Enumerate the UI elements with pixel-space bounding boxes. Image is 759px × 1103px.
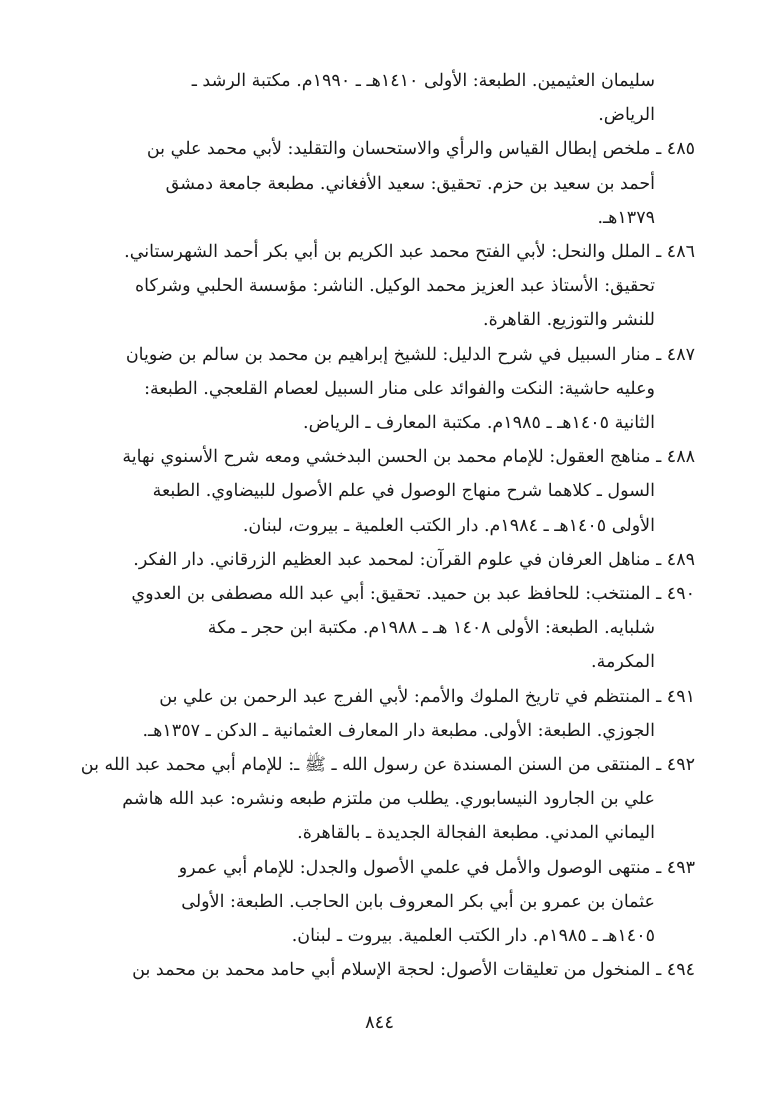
entry-491: [62, 680, 695, 748]
entry-493: [62, 851, 695, 954]
text-line: عثمان بن عمرو بن أبي بكر المعروف بابن الحاجب. الطبعة: الأولى: [181, 891, 655, 912]
text-line: السول ـ كلاهما شرح منهاج الوصول في علم الأصول للبيضاوي. الطبعة: [152, 481, 655, 502]
text-line: ٤٩٣ ـ منتهى الوصول والأمل في علمي الأصول والجدل: للإمام أبي عمرو: [178, 857, 695, 878]
text-line: الثانية ١٤٠٥هـ ـ ١٩٨٥م. مكتبة المعارف ـ الرياض.: [303, 413, 655, 434]
bibliography-text: [62, 64, 695, 987]
text-line: اليماني المدني. مطبعة الفجالة الجديدة ـ بالقاهرة.: [297, 823, 655, 844]
entry-494: [62, 953, 695, 987]
text-line: ٤٨٦ ـ الملل والنحل: لأبي الفتح محمد عبد الكريم بن أبي بكر أحمد الشهرستاني.: [124, 242, 695, 263]
text-line: ٤٨٨ ـ مناهج العقول: للإمام محمد بن الحسن البدخشي ومعه شرح الأسنوي نهاية: [122, 447, 695, 468]
text-line: وعليه حاشية: النكت والفوائد على منار السبيل لعصام القلعجي. الطبعة:: [144, 378, 655, 399]
entry-492: [62, 748, 695, 851]
text-line: الأولى ١٤٠٥هـ ـ ١٩٨٤م. دار الكتب العلمية ـ بيروت، لبنان.: [242, 515, 655, 536]
text-line: شلبايه. الطبعة: الأولى ١٤٠٨ هـ ـ ١٩٨٨م. مكتبة ابن حجر ـ مكة: [207, 618, 655, 639]
entry-486: [62, 235, 695, 338]
text-line: ٤٨٧ ـ منار السبيل في شرح الدليل: للشيخ إبراهيم بن محمد بن سالم بن ضويان: [125, 344, 695, 365]
text-line: ٤٩٢ ـ المنتقى من السنن المسندة عن رسول الله ـ ﷺ ـ: للإمام أبي محمد عبد الله بن: [80, 755, 695, 776]
text-line: علي بن الجارود النيسابوري. يطلب من ملتزم طبعه ونشره: عبد الله هاشم: [122, 789, 655, 810]
entry-487: [62, 338, 695, 441]
text-line: ٤٩٤ ـ المنخول من تعليقات الأصول: لحجة الإسلام أبي حامد محمد بن محمد بن: [132, 960, 695, 981]
text-line: تحقيق: الأستاذ عبد العزيز محمد الوكيل. الناشر: مؤسسة الحلبي وشركاه: [135, 276, 655, 297]
entry-continued: [62, 64, 695, 132]
text-line: ١٤٠٥هـ ـ ١٩٨٥م. دار الكتب العلمية. بيروت ـ لبنان.: [291, 926, 655, 947]
text-line: سليمان العثيمين. الطبعة: الأولى ١٤١٠هـ ـ ١٩٩٠م. مكتبة الرشد ـ: [191, 71, 655, 91]
entry-488: [62, 440, 695, 543]
text-line: الرياض.: [598, 105, 655, 126]
page-number: ٨٤٤: [364, 1012, 394, 1033]
entry-485: [62, 132, 695, 235]
text-line: للنشر والتوزيع. القاهرة.: [483, 310, 655, 331]
entry-490: [62, 577, 695, 680]
text-line: المكرمة.: [591, 652, 655, 673]
text-line: ٤٩١ ـ المنتظم في تاريخ الملوك والأمم: لأبي الفرج عبد الرحمن بن علي بن: [159, 686, 695, 707]
text-line: ١٣٧٩هـ.: [597, 207, 655, 228]
text-line: ٤٨٥ ـ ملخص إبطال القياس والرأي والاستحسان والتقليد: لأبي محمد علي بن: [146, 139, 695, 160]
text-line: ٤٨٩ ـ مناهل العرفان في علوم القرآن: لمحمد عبد العظيم الزرقاني. دار الفكر.: [133, 549, 695, 570]
entry-489: [62, 543, 695, 577]
text-line: ٤٩٠ ـ المنتخب: للحافظ عبد بن حميد. تحقيق: أبي عبد الله مصطفى بن العدوي: [131, 584, 695, 605]
text-line: الجوزي. الطبعة: الأولى. مطبعة دار المعارف العثمانية ـ الدكن ـ ١٣٥٧هـ.: [142, 720, 655, 741]
text-line: أحمد بن سعيد بن حزم. تحقيق: سعيد الأفغاني. مطبعة جامعة دمشق: [165, 173, 655, 194]
